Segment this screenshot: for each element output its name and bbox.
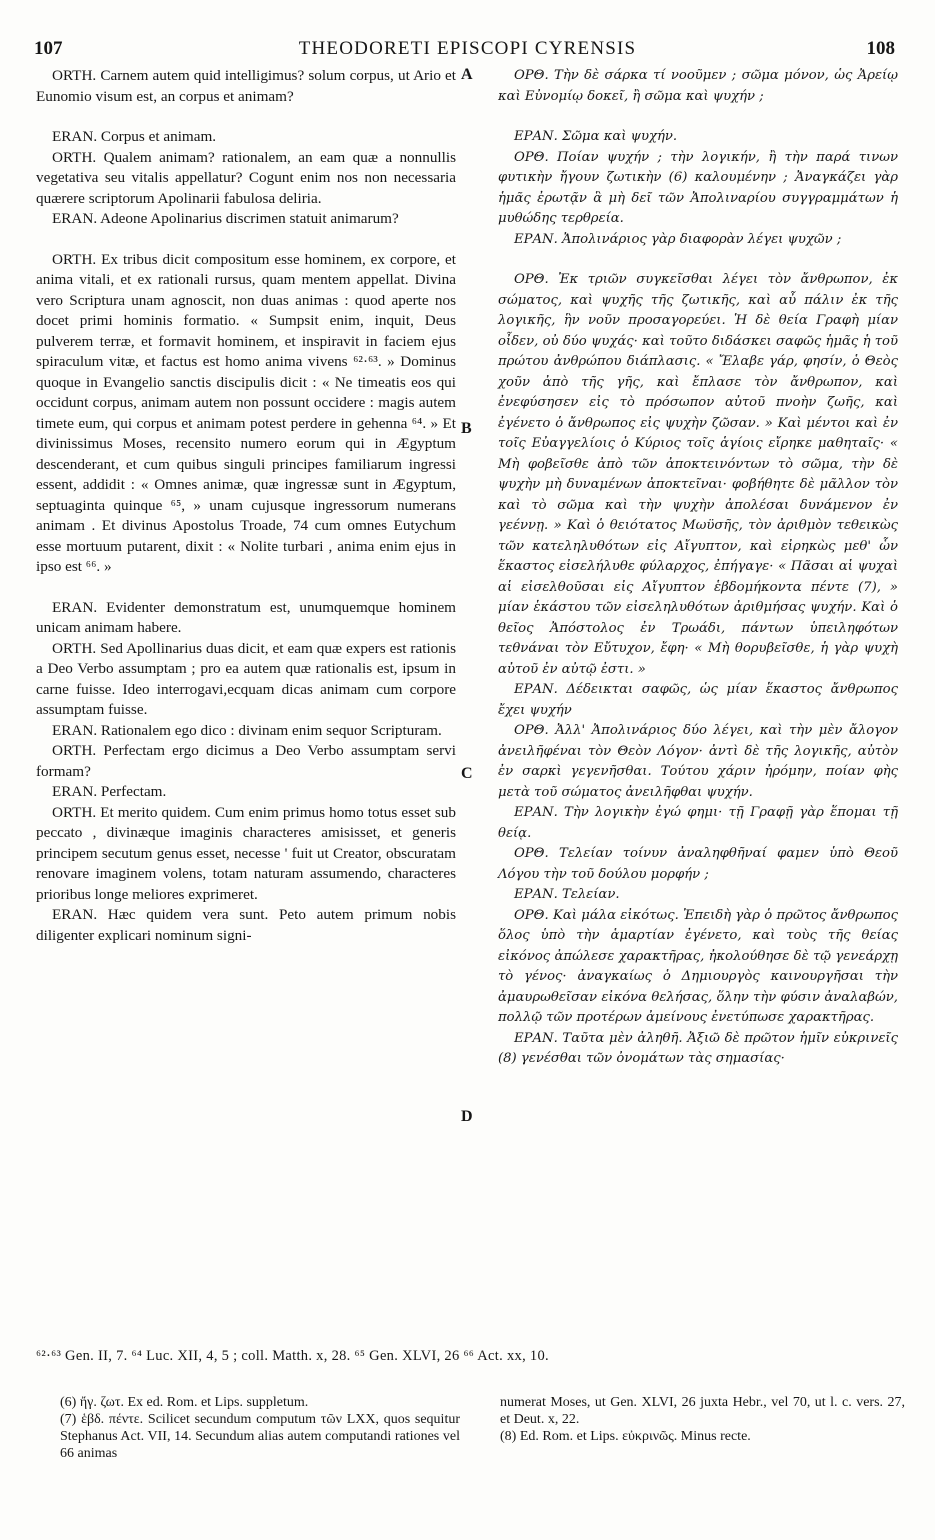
- greek-para: ΕΡΑΝ. Τελείαν.: [514, 887, 620, 902]
- page-number-right: 108: [866, 38, 895, 59]
- latin-para: ERAN. Hæc quidem vera sunt. Peto autem primum nobis diligenter explicari nominum signi-: [36, 906, 456, 944]
- greek-para: ΕΡΑΝ. Σῶμα καὶ ψυχήν.: [514, 129, 678, 144]
- greek-column: [498, 66, 898, 1070]
- greek-para: ΕΡΑΝ. Δέδεικται σαφῶς, ὡς μίαν ἕκαστος ἄνθρωπος ἔχει ψυχήν: [498, 682, 898, 718]
- running-title: THEODORETI EPISCOPI CYRENSIS: [298, 38, 637, 59]
- latin-para: ERAN. Corpus et animam.: [52, 128, 217, 145]
- greek-para: ΟΡΘ. Ποίαν ψυχήν ; τὴν λογικήν, ἢ τὴν παρά τινων φυτικὴν ἤγουν ζωτικὴν (6) καλουμένην ; Ἀναγκάζει γὰρ ἡμᾶς ἐρωτᾷν ἃ μὴ δεῖ τῶν Ἀπολιναρίου συγγραμμάτων ἡ μυθώδης τερθρεία.: [498, 149, 898, 226]
- greek-para: ΟΡΘ. Ἐκ τριῶν συγκεῖσθαι λέγει τὸν ἄνθρωπον, ἐκ σώματος, καὶ ψυχῆς τῆς ζωτικῆς, καὶ αὖ πάλιν ἐκ τῆς λογικῆς, ἣν νοῦν προσαγορεύει. Ἡ δὲ θεία Γραφὴ μίαν οἶδεν, οὐ δύο ψυχάς· καὶ τοῦτο διδάσκει σαφῶς ἡμᾶς ἡ τοῦ πρώτου ἀνθρώπου διάπλασις. « Ἔλαβε γάρ, φησίν, ὁ Θεὸς χοῦν ἀπὸ τῆς γῆς, καὶ ἔπλασε τὸν ἄνθρωπον, καὶ ἐνεφύσησεν εἰς τὸ πρόσωπον αὐτοῦ πνοὴν ζωῆς, καὶ ἐγένετο ὁ ἄνθρωπος εἰς ψυχὴν ζῶσαν. » Καὶ μέντοι καὶ ἐν τοῖς Εὐαγγελίοις ὁ Κύριος τοῖς ἁγίοις εἴρηκε μαθηταῖς· « Μὴ φοβεῖσθε ἀπὸ τῶν ἀποκτεινόντων τὸ σῶμα, τὴν δὲ ψυχὴν μὴ δυναμένων ἀποκτεῖναι· φοβήθητε δὲ μᾶλλον τὸν καὶ τὸ σῶμα καὶ τὴν ψυχὴν ἀπολέσαι δυνάμενον ἐν γεέννῃ. » Καὶ ὁ θειότατος Μωϋσῆς, τὸν ἀριθμὸν τεθεικὼς τῶν κατεληλυθότων εἰς Αἴγυπτον, καὶ εἰρηκὼς μεθ' ὧν ἕκαστος εἰσελήλυθε φύλαρχος, ἐπήγαγε· « Πᾶσαι αἱ ψυχαὶ αἱ εἰσελθοῦσαι εἰς Αἴγυπτον ἑβδομήκοντα πέντε (7), » μίαν ἑκάστου τῶν εἰσεληλυθότων ἀριθμήσας ψυχήν. Καὶ ὁ θεῖος Ἀπόστολος ἐν Τρωάδι, πάντων ὑπειληφότων τεθνάναι τὸν Εὔτυχον, ἔφη· « Μὴ θορυβεῖσθε, ἡ γὰρ ψυχὴ αὐτοῦ ἐν αὐτῷ ἐστι. »: [498, 272, 898, 677]
- note: (8) Ed. Rom. et Lips. εὐκρινῶς. Minus recte.: [500, 1429, 751, 1444]
- greek-para: ΟΡΘ. Τὴν δὲ σάρκα τί νοοῦμεν ; σῶμα μόνον, ὡς Ἀρείῳ καὶ Εὐνομίῳ δοκεῖ, ἢ σῶμα καὶ ψυχήν ;: [498, 68, 898, 104]
- greek-para: ΕΡΑΝ. Ἀπολινάριος γὰρ διαφορὰν λέγει ψυχῶν ;: [514, 231, 842, 247]
- greek-para: ΟΡΘ. Τελείαν τοίνυν ἀναληφθῆναί φαμεν ὑπὸ Θεοῦ Λόγου τὴν τοῦ δούλου μορφήν ;: [498, 846, 898, 882]
- note: (6) ἤγ. ζωτ. Ex ed. Rom. et Lips. suppletum.: [60, 1395, 309, 1410]
- notes-left: [60, 1394, 460, 1462]
- page-number-left: 107: [34, 38, 63, 59]
- latin-para: ERAN. Evidenter demonstratum est, unumquemque hominem unicam animam habere.: [36, 598, 456, 636]
- greek-para: ΕΡΑΝ. Τὴν λογικὴν ἐγώ φημι· τῇ Γραφῇ γὰρ ἕπομαι τῇ θείᾳ.: [498, 805, 898, 841]
- latin-para: ORTH. Qualem animam? rationalem, an eam quæ a nonnullis vegetativa seu vitalis appellatur? Cogunt enim nos non necessaria quærere scriptorum Apolinarii fabulosa deliria.: [36, 148, 456, 207]
- latin-para: ORTH. Perfectam ergo dicimus a Deo Verbo assumptam servi formam?: [36, 742, 456, 780]
- latin-para: ERAN. Adeone Apolinarius discrimen statuit animarum?: [52, 210, 399, 227]
- page-header: [0, 38, 935, 66]
- latin-para: ORTH. Et merito quidem. Cum enim primus homo totus esset sub peccato , divinæque imaginis characteres amisisset, et generis principem secutum genus esset, necesse ' fuit ut Creator, obscuratam renovare imaginem volens, totam naturam assumendo, characteres prioribus longe meliores exprimeret.: [36, 803, 456, 903]
- scripture-references: ⁶²·⁶³ Gen. II, 7. ⁶⁴ Luc. XII, 4, 5 ; coll. Matth. x, 28. ⁶⁵ Gen. XLVI, 26 ⁶⁶ Act. xx, 10.: [36, 1348, 549, 1364]
- margin-marker-d: D: [461, 1108, 473, 1125]
- latin-para: ORTH. Ex tribus dicit compositum esse hominem, ex corpore, et anima vitali, et ex rationali rursus, quam mentem appellat. Divina vero Scriptura unam agnoscit, non duas animas : quod aperte nos docet primi hominis formatio. « Sumpsit enim, inquit, Deus pulverem terræ, et formavit hominem, et inspiravit in faciem ejus spiraculum vitæ, et factus est homo anima vivens ⁶²·⁶³. » Dominus quoque in Evangelio sanctis discipulis dicit : « Ne timeatis eos qui occidunt corpus, animam autem non possunt occidere : magis autem timete eum, qui corpus et animam potest perdere in gehenna ⁶⁴. » Et divinissimus Moses, recensito numero eorum qui in Ægyptum descenderant, et cum quibus singuli principes familiarum ingressi essent, addidit : « Omnes animæ, quæ ingressæ sunt in Ægyptum, septuaginta quinque ⁶⁵, » unam cujusque ingressorum numerans animam . Et divinus Apostolus Troade, 74 cum omnes Eutychum esse mortuum putarent, dixit : « Nolite turbari , anima enim ejus in ipso est ⁶⁶. »: [36, 250, 456, 575]
- greek-para: ΟΡΘ. Ἀλλ' Ἀπολινάριος δύο λέγει, καὶ τὴν μὲν ἄλογον ἀνειλῆφέναι τὸν Θεὸν Λόγον· ἀντὶ δὲ τῆς λογικῆς, αὐτὸν ἐν σαρκὶ γεγενῆσθαι. Τούτου χάριν ἠρόμην, ποίαν φὴς μετὰ τοῦ σώματος ἀνειλῆφθαι ψυχήν.: [498, 723, 898, 800]
- latin-para: ORTH. Sed Apollinarius duas dicit, et eam quæ expers est rationis a Deo Verbo assumptam ; pro ea autem quæ rationalis est, ipsum in carne fuisse. Ideo interrogavi,ecquam dicas animam cum corpore assumptam fuisse.: [36, 639, 456, 718]
- greek-para: ΕΡΑΝ. Ταῦτα μὲν ἀληθῆ. Ἀξιῶ δὲ πρῶτον ἡμῖν εὐκρινεῖς (8) γενέσθαι τῶν ὀνομάτων τὰς σημασίας·: [498, 1030, 898, 1066]
- notes-right: [500, 1394, 905, 1445]
- latin-para: ERAN. Rationalem ego dico : divinam enim sequor Scripturam.: [52, 721, 442, 739]
- greek-para: ΟΡΘ. Καὶ μάλα εἰκότως. Ἐπειδὴ γὰρ ὁ πρῶτος ἄνθρωπος ὅλος ὑπὸ τὴν ἁμαρτίαν ἐγένετο, καὶ τοὺς τῆς θείας εἰκόνος ἀπώλεσε χαρακτῆρας, ἠκολούθησε δὲ τῷ γενεάρχῃ τὸ γένος· ἀναγκαίως ὁ Δημιουργὸς καινουργῆσαι τὴν ἀμαυρωθεῖσαν εἰκόνα θελήσας, ὅλην τὴν φύσιν ἀναλαβών, πολλῷ τῶν προτέρων ἀμείνους ἐνετύπωσε χαρακτῆρας.: [498, 907, 898, 1025]
- latin-column: [36, 66, 456, 946]
- margin-marker-a: A: [461, 66, 473, 83]
- margin-marker-c: C: [461, 765, 473, 782]
- note: (7) ἑβδ. πέντε. Scilicet secundum computum τῶν LXX, quos sequitur Stephanus Act. VII, 14. Secundum alias autem computandi rationes vel 66 animas: [60, 1412, 460, 1461]
- note: numerat Moses, ut Gen. XLVI, 26 juxta Hebr., vel 70, ut l. c. vers. 27, et Deut. x, 22.: [500, 1395, 905, 1427]
- latin-para: ERAN. Perfectam.: [52, 783, 167, 800]
- latin-para: ORTH. Carnem autem quid intelligimus? solum corpus, ut Ario et Eunomio visum est, an corpus et animam?: [36, 67, 456, 105]
- margin-marker-b: B: [461, 420, 472, 437]
